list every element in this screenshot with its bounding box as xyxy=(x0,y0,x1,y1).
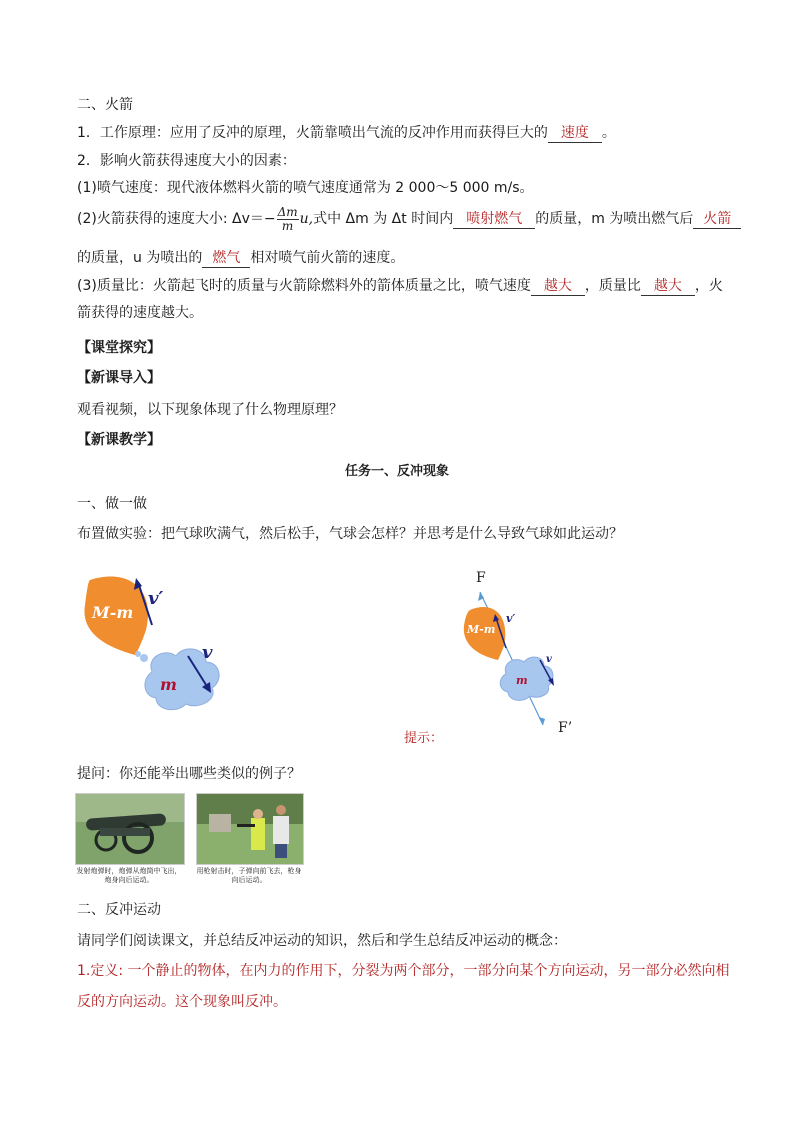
person-legs xyxy=(275,844,287,858)
cannon-photo xyxy=(75,793,185,865)
answer-blank: 越大 xyxy=(531,277,585,296)
paragraph-rocket-speed xyxy=(77,205,741,233)
text: 的质量，m 为喷出燃气后 xyxy=(535,211,694,227)
fraction-numerator: Δm xyxy=(277,204,298,219)
text: ，质量比 xyxy=(584,278,641,294)
balloon-label: M-m xyxy=(92,603,134,622)
heading-explore: 【课堂探究】 xyxy=(77,340,161,356)
cloud-velocity-label: v xyxy=(546,654,552,665)
paragraph-working-principle xyxy=(77,123,616,143)
gun-photo xyxy=(196,793,304,865)
text: (3)质量比：火箭起飞时的质量与火箭除燃料外的箭体质量之比，喷气速度 xyxy=(77,278,531,294)
recoil-definition-line2: 反的方向运动。这个现象叫反冲。 xyxy=(77,994,287,1010)
text: 相对喷气前火箭的速度。 xyxy=(250,250,405,266)
answer-blank: 速度 xyxy=(548,124,602,143)
person-shirt xyxy=(251,818,265,850)
person-head xyxy=(253,809,263,819)
text: (2)火箭获得的速度大小: Δv＝− xyxy=(77,211,276,227)
experiment-text: 布置做实验：把气球吹满气，然后松手，气球会怎样？并思考是什么导致气球如此运动？ xyxy=(77,526,623,542)
balloon-figure-left xyxy=(80,570,250,720)
paragraph-rocket-speed-cont xyxy=(77,248,404,268)
balloon-velocity-label: v′ xyxy=(506,612,516,625)
text: 的质量，u 为喷出的 xyxy=(77,250,203,266)
person-head xyxy=(276,805,286,815)
paragraph-factors: 2．影响火箭获得速度大小的因素： xyxy=(77,153,296,169)
cannon-caption: 发射炮弹时，炮弹从炮筒中飞出，炮身向后运动。 xyxy=(76,867,182,884)
bubble xyxy=(140,654,148,662)
section-title-recoil: 二、反冲运动 xyxy=(77,902,161,918)
recoil-intro: 请同学们阅读课文，并总结反冲运动的知识，然后和学生总结反冲运动的概念： xyxy=(77,933,567,949)
gun-illustration xyxy=(197,794,303,864)
building xyxy=(209,814,231,832)
cloud-velocity-label: v xyxy=(202,642,213,663)
paragraph-mass-ratio xyxy=(77,276,723,296)
intro-question: 观看视频，以下现象体现了什么物理原理？ xyxy=(77,402,343,418)
heading-intro: 【新课导入】 xyxy=(77,370,161,386)
heading-teach: 【新课教学】 xyxy=(77,432,161,448)
answer-blank: 喷射燃气 xyxy=(453,210,535,229)
answer-blank: 燃气 xyxy=(202,249,250,268)
text: 1．工作原理：应用了反冲的原理，火箭靠喷出气流的反冲作用而获得巨大的 xyxy=(77,125,548,141)
question-examples: 提问：你还能举出哪些类似的例子？ xyxy=(77,766,301,782)
section-title-rocket: 二、火箭 xyxy=(77,97,133,113)
cloud-label: m xyxy=(160,675,177,694)
gun xyxy=(237,824,255,827)
cloud-label: m xyxy=(516,674,528,687)
text: 式中 Δm 为 Δt 时间内 xyxy=(313,211,454,227)
answer-blank: 火箭 xyxy=(693,210,741,229)
text: ，火 xyxy=(694,278,723,294)
text: 。 xyxy=(601,125,616,141)
paragraph-mass-ratio-cont: 箭获得的速度越大。 xyxy=(77,305,203,321)
bubble xyxy=(135,651,141,657)
person-shirt xyxy=(273,816,289,844)
fraction xyxy=(277,206,299,233)
balloon-figure-right xyxy=(440,560,600,745)
task-title: 任务一、反冲现象 xyxy=(344,464,449,479)
balloon-velocity-label: v′ xyxy=(148,588,164,609)
force-label-F: F xyxy=(476,570,486,586)
text: u, xyxy=(299,211,314,227)
recoil-definition-line1: 1.定义: 一个静止的物体，在内力的作用下，分裂为两个部分，一部分向某个方向运动，另一部分必然向相 xyxy=(77,963,730,979)
heading-do-it: 一、做一做 xyxy=(77,496,147,512)
cannon-carriage xyxy=(100,828,150,836)
gun-caption: 用枪射击时，子弹向前飞去，枪身向后运动。 xyxy=(196,867,302,884)
force-label-F-prime: F’ xyxy=(558,720,573,736)
fraction-denominator: m xyxy=(281,218,294,233)
paragraph-exhaust-speed: (1)喷气速度：现代液体燃料火箭的喷气速度通常为 2 000～5 000 m/s。 xyxy=(77,180,534,196)
hint-label: 提示： xyxy=(404,731,444,746)
cannon-illustration xyxy=(76,794,184,864)
balloon-label: M-m xyxy=(467,623,496,636)
answer-blank: 越大 xyxy=(641,277,695,296)
